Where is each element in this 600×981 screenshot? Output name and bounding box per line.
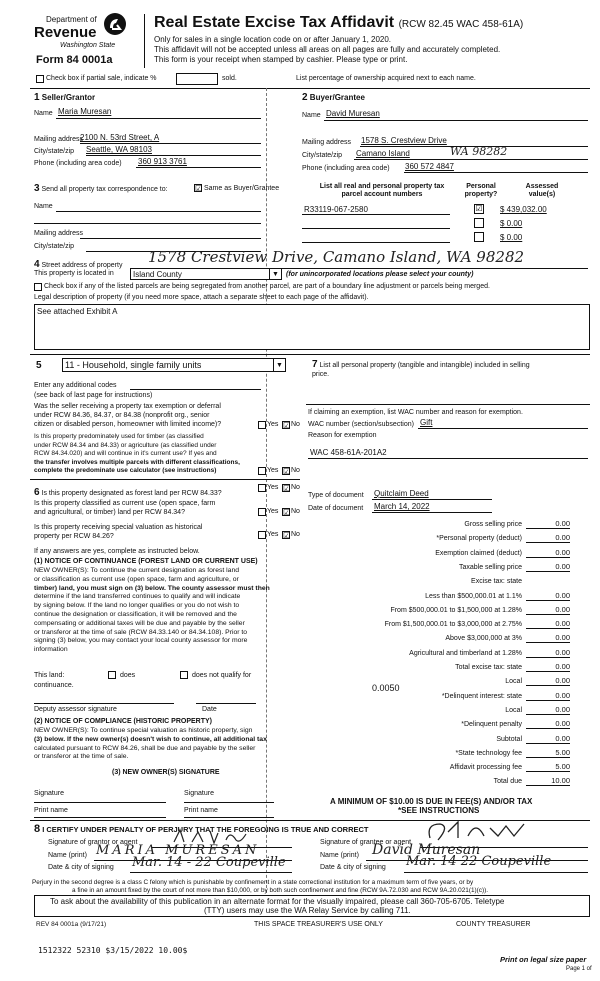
section7-line-1-text: List all personal property (tangible and intangible) included in selling bbox=[319, 362, 530, 369]
owner-signature-label-2: Signature bbox=[184, 790, 214, 797]
ownership-note: List percentage of ownership acquired next to each name. bbox=[296, 75, 476, 82]
current-use-yes-label: Yes bbox=[267, 508, 279, 515]
tax-line bbox=[300, 691, 580, 703]
seller-phone-label: Phone (including area code) bbox=[34, 160, 122, 167]
historic-no-label: No bbox=[291, 531, 300, 538]
tax-line-label: Total excise tax: state bbox=[455, 664, 522, 671]
section5-q2-line: under RCW 84.34 and 84.33) or agriculture (as classified under bbox=[34, 441, 217, 449]
tax-line bbox=[300, 519, 580, 531]
local-rate: 0.0050 bbox=[372, 683, 400, 693]
n2-line: or transferor at the time of sale. bbox=[34, 753, 129, 761]
print-legal-note: Print on legal size paper bbox=[500, 955, 587, 964]
grantee-name-print[interactable]: David Muresan bbox=[372, 842, 481, 858]
buyer-heading bbox=[302, 92, 365, 104]
section7-num: 7 bbox=[312, 359, 318, 370]
tax-line-value[interactable]: 0.00 bbox=[526, 619, 570, 629]
n2-line: (3) below. If the new owner(s) doesn't wish to continue, all additional tax bbox=[34, 735, 267, 743]
notice-compliance-body bbox=[34, 727, 267, 762]
county-note: (for unincorporated locations please select your county) bbox=[286, 271, 474, 278]
partial-sale-sold-label: sold. bbox=[222, 75, 237, 82]
doc-date-label: Date of document bbox=[308, 505, 364, 512]
buyer-heading-text: Buyer/Grantee bbox=[309, 93, 365, 102]
dept-line1: Department of bbox=[46, 15, 97, 24]
historic-no-checkbox[interactable]: ☑ bbox=[283, 531, 291, 540]
continuance-label: continuance. bbox=[34, 682, 74, 689]
deputy-date-label: Date bbox=[202, 706, 217, 713]
tax-line bbox=[300, 605, 580, 617]
tax-line bbox=[300, 591, 580, 603]
tax-line bbox=[300, 548, 580, 560]
section4-num: 4 bbox=[34, 259, 40, 270]
grantor-name-print[interactable]: MARIA MURESAN bbox=[96, 843, 260, 858]
assessed-heading-1: Assessed bbox=[525, 183, 559, 190]
personal-property-checkbox-2[interactable] bbox=[474, 218, 484, 228]
tax-line-value[interactable]: 0.00 bbox=[526, 719, 570, 729]
exemption-label: If claiming an exemption, list WAC number and reason for exemption. bbox=[308, 409, 523, 416]
header-note3: This form is your receipt when stamped by cashier. Please type or print. bbox=[154, 55, 408, 64]
seller-city-label: City/state/zip bbox=[34, 148, 75, 155]
buyer-mailing-label: Mailing address bbox=[302, 139, 352, 146]
historic-yes-checkbox[interactable] bbox=[258, 531, 266, 539]
chevron-down-icon: ▼ bbox=[273, 359, 285, 371]
assessed-value-2[interactable]: $ 0.00 bbox=[500, 219, 523, 228]
tax-line-label: Excise tax: state bbox=[471, 578, 522, 586]
revenue-logo-icon bbox=[104, 13, 126, 35]
certify-text-value: I CERTIFY UNDER PENALTY OF PERJURY THAT THE FOREGOING IS TRUE AND CORRECT bbox=[42, 825, 369, 834]
minimum-note: A MINIMUM OF $10.00 IS DUE IN FEE(S) AND/OR TAX bbox=[330, 797, 533, 806]
tax-line-value[interactable]: 0.00 bbox=[526, 591, 570, 601]
section5-q2-line: Is this property predominately used for timber (as classified bbox=[34, 433, 204, 440]
reason-field[interactable]: WAC 458-61A-201A2 bbox=[310, 448, 387, 457]
parcel-number-1[interactable]: R33119-067-2580 bbox=[304, 205, 368, 214]
seller-name-field[interactable]: Maria Muresan bbox=[58, 107, 112, 116]
n2-line: NEW OWNER(S): To continue special valuation as historic property, sign bbox=[34, 727, 253, 734]
section3-num: 3 bbox=[34, 183, 40, 194]
section6-q1 bbox=[34, 487, 222, 499]
n1-line: compensating or additional taxes will be due and payable by the seller bbox=[34, 619, 245, 627]
accessibility-line2: (TTY) users may use the WA Relay Service by calling 711. bbox=[204, 906, 411, 915]
tax-line bbox=[300, 748, 580, 760]
personal-property-field[interactable] bbox=[312, 381, 586, 403]
seller-mailing-label: Mailing address bbox=[34, 136, 84, 143]
section3-city-label: City/state/zip bbox=[34, 243, 75, 250]
q1-yes-label: Yes bbox=[267, 421, 279, 428]
section8-num: 8 bbox=[34, 823, 41, 835]
tax-line-label: *Delinquent interest: state bbox=[441, 692, 522, 700]
land-use-select[interactable] bbox=[62, 358, 286, 372]
tax-line-value[interactable]: 0.00 bbox=[526, 648, 570, 658]
tax-line-label: *Delinquent penalty bbox=[461, 721, 522, 729]
legal-description-label: Legal description of property (if you need more space, attach a separate sheet to each page of the affidavit). bbox=[34, 294, 369, 301]
assessed-value-3[interactable]: $ 0.00 bbox=[500, 233, 523, 242]
tax-line-label: From $500,000.01 to $1,500,000 at 1.28% bbox=[390, 606, 522, 614]
segregated-label: Check box if any of the listed parcels are being segregated from another parcel, are part of a boundary line adjustment or parcels being merged. bbox=[44, 283, 490, 290]
n2-line: calculated pursuant to RCW 84.26, shall be due and payable by the seller bbox=[34, 744, 256, 752]
located-in-label: This property is located in bbox=[34, 270, 114, 277]
section5-q2-line: the transfer involves multiple parcels with different classifications, bbox=[34, 458, 240, 466]
tax-line-label: Above $3,000,000 at 3% bbox=[445, 635, 522, 643]
additional-codes-note: (see back of last page for instructions) bbox=[34, 392, 153, 399]
parcels-heading-1: List all real and personal property tax bbox=[319, 183, 445, 190]
buyer-city-label: City/state/zip bbox=[302, 152, 343, 159]
chevron-down-icon: ▼ bbox=[269, 269, 281, 279]
legal-description-value: See attached Exhibit A bbox=[37, 307, 118, 316]
tax-line-label: Less than $500,000.01 at 1.1% bbox=[425, 592, 522, 600]
tax-line-value[interactable]: 0.00 bbox=[526, 691, 570, 701]
section5-q1 bbox=[34, 402, 221, 429]
header-note2: This affidavit will not be accepted unless all areas on all pages are fully and accurately completed. bbox=[154, 45, 501, 54]
q2-no-checkbox[interactable]: ☑ bbox=[283, 467, 291, 476]
section6-q2 bbox=[34, 499, 215, 517]
buyer-num: 2 bbox=[302, 92, 308, 103]
seller-phone-field[interactable]: 360 913 3761 bbox=[138, 157, 187, 166]
grantor-name-label: Name (print) bbox=[48, 852, 87, 859]
section7-line-1 bbox=[312, 360, 530, 370]
tax-line bbox=[300, 705, 580, 717]
seller-city-field[interactable]: Seattle, WA 98103 bbox=[86, 145, 152, 154]
tax-line bbox=[300, 776, 580, 788]
tax-line-label: *Personal property (deduct) bbox=[436, 535, 522, 543]
n1-line: information bbox=[34, 646, 68, 654]
does-qualify-label: does bbox=[120, 672, 136, 679]
section5-q2 bbox=[34, 433, 240, 476]
notice-continuance-body bbox=[34, 567, 270, 655]
same-as-buyer-checkbox[interactable]: ☑ bbox=[195, 184, 203, 193]
tax-line bbox=[300, 533, 580, 545]
grantor-date-city[interactable]: Mar. 14 - 22 Coupeville bbox=[132, 855, 286, 870]
section3-label: Send all property tax correspondence to: bbox=[41, 186, 168, 193]
tax-line bbox=[300, 576, 580, 588]
section6-q1-text: Is this property designated as forest land per RCW 84.33? bbox=[41, 490, 222, 497]
parcels-heading bbox=[312, 183, 452, 200]
same-as-buyer-label: Same as Buyer/Grantee bbox=[204, 185, 280, 192]
reason-label: Reason for exemption bbox=[308, 432, 377, 439]
rev-number: REV 84 0001a (9/17/21) bbox=[36, 921, 107, 928]
perjury-line2: a fine in an amount fixed by the court of not more than $10,000, or by both such confinement and fine (RCW 9A.72.030 and RCW 9A.20.021(1)(c)). bbox=[72, 887, 488, 894]
tax-line-value[interactable]: 0.00 bbox=[526, 533, 570, 543]
notice-continuance-title: (1) NOTICE OF CONTINUANCE (FOREST LAND OR CURRENT USE) bbox=[34, 558, 258, 565]
accessibility-line1: To ask about the availability of this publication in an alternate format for the visually impaired, please call 360-705-6705. Teletype bbox=[50, 897, 505, 906]
section6-q2-line: Is this property classified as current use (open space, farm bbox=[34, 500, 216, 507]
assessed-heading-2: value(s) bbox=[528, 191, 556, 199]
tax-line-label: Subtotal bbox=[496, 735, 522, 743]
owner-signature-label-1: Signature bbox=[34, 790, 64, 797]
current-use-yes-checkbox[interactable] bbox=[258, 508, 266, 516]
dept-revenue: Revenue bbox=[34, 24, 97, 41]
deputy-signature-label: Deputy assessor signature bbox=[34, 706, 117, 713]
tax-line-value[interactable]: 0.00 bbox=[526, 548, 570, 558]
perjury-line1: Perjury in the second degree is a class C felony which is punishable by confinement in a state correctional institution for a maximum term of five years, or by bbox=[32, 879, 474, 886]
owner-print-name-label-2: Print name bbox=[184, 807, 218, 814]
section3-text bbox=[34, 183, 168, 195]
personal-heading-1: Personal bbox=[466, 183, 496, 190]
partial-sale-percent-input[interactable] bbox=[176, 73, 218, 85]
buyer-city-field[interactable]: Camano Island bbox=[356, 149, 410, 158]
buyer-city-handwritten: WA 98282 bbox=[450, 145, 508, 158]
grantee-name-label: Name (print) bbox=[320, 852, 359, 859]
current-use-no-label: No bbox=[291, 508, 300, 515]
assessed-value-1[interactable]: $ 439,032.00 bbox=[500, 205, 547, 214]
section5-q1-line: under RCW 84.36, 84.37, or 84.38 (nonprofit org., senior bbox=[34, 412, 210, 419]
wac-number-label: WAC number (section/subsection) bbox=[308, 421, 414, 428]
section6-q3-line: property per RCW 84.26? bbox=[34, 533, 114, 540]
forest-no-checkbox[interactable]: ☑ bbox=[283, 484, 291, 493]
section5-q2-line: RCW 84.34.020) and will continue in it's current use? If yes and bbox=[34, 450, 217, 457]
county-select[interactable] bbox=[130, 268, 282, 280]
header-note1: Only for sales in a single location code on or after January 1, 2020. bbox=[154, 35, 392, 44]
notice-compliance-title: (2) NOTICE OF COMPLIANCE (HISTORIC PROPERTY) bbox=[34, 718, 212, 725]
tax-line-label: Affidavit processing fee bbox=[449, 764, 522, 772]
personal-property-checkbox-3[interactable] bbox=[474, 232, 484, 242]
forest-no-label: No bbox=[291, 484, 300, 491]
n1-line: timber) land, you must sign on (3) below. The county assessor must then bbox=[34, 584, 270, 592]
forest-yes-checkbox[interactable] bbox=[258, 484, 266, 492]
section7-text bbox=[312, 360, 530, 379]
partial-sale-label: Check box if partial sale, indicate % bbox=[46, 75, 157, 82]
tax-line-label: Local bbox=[505, 706, 522, 714]
tax-line bbox=[300, 633, 580, 645]
tax-line-label: *State technology fee bbox=[455, 749, 522, 757]
n1-line: NEW OWNER(S): To continue the current designation as forest land bbox=[34, 567, 240, 574]
tax-line-label: From $1,500,000.01 to $3,000,000 at 2.75% bbox=[384, 621, 522, 629]
seller-heading bbox=[34, 92, 95, 104]
section3-mailing-label: Mailing address bbox=[34, 230, 84, 237]
n1-line: by signing below. If the land no longer qualifies or you do not wish to bbox=[34, 602, 240, 610]
tax-line-value[interactable]: 0.00 bbox=[526, 662, 570, 672]
section6-q3 bbox=[34, 523, 202, 541]
doc-date-field[interactable]: March 14, 2022 bbox=[374, 502, 430, 511]
tax-line bbox=[300, 719, 580, 731]
tax-line bbox=[300, 676, 580, 688]
section7-line-2: price. bbox=[312, 371, 330, 378]
form-title bbox=[154, 13, 523, 32]
tax-line-value[interactable]: 0.00 bbox=[526, 605, 570, 615]
forest-yes-label: Yes bbox=[267, 484, 279, 491]
tax-line bbox=[300, 648, 580, 660]
does-qualify-checkbox[interactable] bbox=[108, 671, 116, 679]
q1-no-label: No bbox=[291, 421, 300, 428]
street-label-text: Street address of property bbox=[41, 262, 123, 269]
historic-yes-label: Yes bbox=[267, 531, 279, 538]
tax-line-value[interactable]: 0.00 bbox=[526, 734, 570, 744]
county-treasurer-label: COUNTY TREASURER bbox=[456, 921, 531, 928]
segregated-checkbox[interactable] bbox=[34, 283, 42, 291]
tax-line-label: Taxable selling price bbox=[458, 563, 522, 571]
tax-line bbox=[300, 619, 580, 631]
current-use-no-checkbox[interactable]: ☑ bbox=[283, 508, 291, 517]
section5-q2-line: complete the predominate use calculator (see instructions) bbox=[34, 467, 217, 474]
if-yes-note: If any answers are yes, complete as instructed below. bbox=[34, 548, 200, 555]
grantor-signature-label: Signature of grantor or agent bbox=[48, 839, 138, 846]
doc-type-field[interactable]: Quitclaim Deed bbox=[374, 489, 429, 498]
owner-print-name-label-1: Print name bbox=[34, 807, 68, 814]
tax-line-label: Local bbox=[505, 678, 522, 686]
tax-line bbox=[300, 562, 580, 574]
form-title-rcw: (RCW 82.45 WAC 458-61A) bbox=[398, 19, 524, 30]
personal-heading bbox=[460, 183, 502, 200]
seller-heading-text: Seller/Grantor bbox=[41, 93, 96, 102]
tax-line-label: Agricultural and timberland at 1.28% bbox=[409, 649, 522, 657]
seller-name-label: Name bbox=[34, 110, 53, 117]
tax-line-value[interactable]: 0.00 bbox=[526, 705, 570, 715]
q1-yes-checkbox[interactable] bbox=[258, 421, 266, 429]
n1-line: determine if the land transferred continues to qualify and will indicate bbox=[34, 593, 241, 601]
county-select-value: Island County bbox=[133, 270, 182, 279]
section6-q2-line: and agricultural, or timber) land per RCW 84.34? bbox=[34, 509, 185, 516]
additional-codes-label: Enter any additional codes bbox=[34, 382, 117, 389]
seller-num: 1 bbox=[34, 92, 40, 103]
see-instructions: *SEE INSTRUCTIONS bbox=[398, 806, 480, 815]
partial-sale-checkbox[interactable] bbox=[36, 75, 44, 83]
buyer-phone-field[interactable]: 360 572 4847 bbox=[405, 162, 454, 171]
q2-yes-checkbox[interactable] bbox=[258, 467, 266, 475]
tax-line bbox=[300, 762, 580, 774]
grantor-date-label: Date & city of signing bbox=[48, 864, 114, 871]
n1-line: signing (3) below, you may contact your local county assessor for more bbox=[34, 637, 248, 645]
seller-mailing-field[interactable]: 2100 N. 53rd Street, A bbox=[80, 133, 160, 142]
n1-line: or classification as current use (open space, farm and agriculture, or bbox=[34, 575, 239, 583]
n1-line: or transferor at the time of sale (RCW 84.33.140 or 84.34.108). Prior to bbox=[34, 628, 248, 636]
treasurer-use-label: THIS SPACE TREASURER'S USE ONLY bbox=[254, 921, 383, 928]
new-owner-signature-title: (3) NEW OWNER(S) SIGNATURE bbox=[112, 769, 220, 776]
q2-yes-label: Yes bbox=[267, 467, 279, 474]
legal-description-field[interactable] bbox=[34, 304, 590, 350]
section6-q3-line: Is this property receiving special valuation as historical bbox=[34, 524, 203, 531]
tax-line-value[interactable]: 0.00 bbox=[526, 633, 570, 643]
dept-state: Washington State bbox=[60, 42, 116, 49]
form-title-text: Real Estate Excise Tax Affidavit bbox=[154, 14, 395, 31]
tax-line bbox=[300, 734, 580, 746]
tax-line-value[interactable]: 10.00 bbox=[526, 776, 570, 786]
section6-num: 6 bbox=[34, 487, 40, 498]
grantee-date-city[interactable]: Mar. 14 22 Coupeville bbox=[406, 854, 552, 869]
grantee-date-label: Date & city of signing bbox=[320, 864, 386, 871]
section5-num: 5 bbox=[36, 360, 42, 371]
this-land-label: This land: bbox=[34, 672, 65, 679]
grantee-signature-label: Signature of grantee or agent bbox=[320, 839, 412, 846]
tax-line-label: Exemption claimed (deduct) bbox=[435, 549, 522, 557]
n1-line: continue the designation or classification, it will be removed and the bbox=[34, 610, 237, 618]
tax-line-value[interactable]: 5.00 bbox=[526, 762, 570, 772]
personal-property-checkbox-1[interactable]: ☑ bbox=[475, 204, 483, 213]
section5-q1-line: Was the seller receiving a property tax exemption or deferral bbox=[34, 403, 221, 410]
buyer-name-field[interactable]: David Muresan bbox=[326, 109, 380, 118]
tax-line bbox=[300, 662, 580, 674]
wac-number-field[interactable]: Gift bbox=[420, 418, 433, 427]
does-not-qualify-label: does not qualify for bbox=[192, 672, 252, 679]
land-use-select-value: 11 - Household, single family units bbox=[65, 360, 202, 370]
tax-line-value[interactable]: 0.00 bbox=[526, 562, 570, 572]
treasurer-stamp: 1512322 52310 $3/15/2022 10.00$ bbox=[38, 946, 188, 955]
street-address-handwritten[interactable]: 1578 Crestview Drive, Camano Island, WA 98282 bbox=[148, 248, 525, 266]
tax-line-value[interactable]: 0.00 bbox=[526, 676, 570, 686]
q2-no-label: No bbox=[291, 467, 300, 474]
tax-line-label: Total due bbox=[493, 778, 522, 786]
q1-no-checkbox[interactable]: ☑ bbox=[283, 421, 291, 430]
section3-name-label: Name bbox=[34, 203, 53, 210]
assessed-heading bbox=[512, 183, 572, 200]
form-number: Form 84 0001a bbox=[36, 54, 113, 66]
buyer-name-label: Name bbox=[302, 112, 321, 119]
grantee-signature-scribble bbox=[424, 818, 544, 844]
doc-type-label: Type of document bbox=[308, 492, 364, 499]
parcels-heading-2: parcel account numbers bbox=[341, 191, 423, 199]
tax-line-value[interactable]: 0.00 bbox=[526, 519, 570, 529]
does-not-qualify-checkbox[interactable] bbox=[180, 671, 188, 679]
page-number: Page 1 of bbox=[566, 966, 592, 972]
personal-heading-2: property? bbox=[464, 191, 498, 199]
tax-line-value[interactable]: 5.00 bbox=[526, 748, 570, 758]
buyer-mailing-field[interactable]: 1578 S. Crestview Drive bbox=[361, 136, 447, 145]
tax-line-label: Gross selling price bbox=[464, 521, 522, 528]
section5-q1-line: citizen or disabled person, homeowner with limited income)? bbox=[34, 421, 222, 428]
buyer-phone-label: Phone (including area code) bbox=[302, 165, 390, 172]
